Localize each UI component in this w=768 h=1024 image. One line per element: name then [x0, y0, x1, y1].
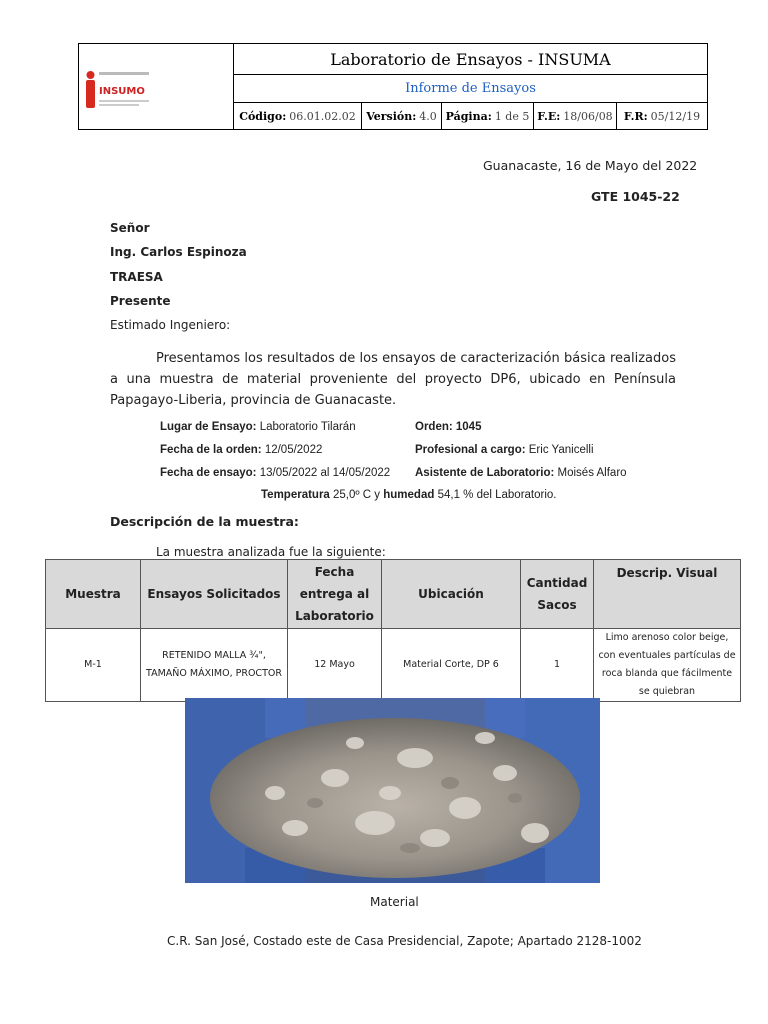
temperatura-label: Temperatura [261, 489, 330, 501]
table-row [46, 629, 741, 702]
col-ubicacion: Ubicación [382, 560, 521, 629]
fe-label: F.E: [537, 109, 561, 123]
codigo-label: Código: [239, 109, 287, 123]
material-photo [185, 698, 600, 883]
version-cell [362, 103, 442, 129]
fe-cell [534, 103, 617, 129]
lugar-ensayo [160, 421, 356, 433]
photo-caption: Material [370, 895, 419, 909]
table-header-row [46, 560, 741, 629]
asistente-label: Asistente de Laboratorio: [415, 467, 555, 479]
pagina-value: 1 de 5 [494, 109, 530, 123]
profesional-label: Profesional a cargo: [415, 444, 526, 456]
lugar-value: Laboratorio Tilarán [259, 421, 356, 433]
footer-address: C.R. San José, Costado este de Casa Presidencial, Zapote; Apartado 2128-1002 [167, 934, 642, 948]
temperatura-value: 25,0º C y [333, 489, 381, 501]
col-fecha-entrega: Fecha entrega al Laboratorio [288, 560, 382, 629]
report-subtitle: Informe de Ensayos [234, 75, 707, 103]
fe-value: 18/06/08 [563, 109, 613, 123]
recipient-company: TRAESA [110, 270, 163, 284]
intro-paragraph: Presentamos los resultados de los ensayos de caracterización básica realizados a una muestra de material proveniente del proyecto DP6, ubicado en Península Papagayo-Liberia, provincia de Guanacaste. [110, 351, 676, 408]
codigo-value: 06.01.02.02 [289, 109, 356, 123]
pagina-label: Página: [445, 109, 492, 123]
codigo-cell [234, 103, 362, 129]
document-meta-row [234, 103, 707, 129]
material-photo-graphic [185, 698, 600, 883]
col-descripcion: Descrip. Visual [594, 560, 741, 629]
letter-date: Guanacaste, 16 de Mayo del 2022 [483, 158, 698, 173]
asistente [415, 467, 627, 479]
fecha-orden [160, 444, 322, 456]
lugar-label: Lugar de Ensayo: [160, 421, 257, 433]
fr-cell [617, 103, 707, 129]
version-value: 4.0 [419, 109, 437, 123]
humedad-value: 54,1 % del Laboratorio. [437, 489, 557, 501]
version-label: Versión: [366, 109, 417, 123]
cell-descripcion: Limo arenoso color beige, con eventuales partículas de roca blanda que fácilmente se quiebran [594, 629, 741, 702]
profesional-value: Eric Yanicelli [528, 444, 594, 456]
fecha-ensayo-label: Fecha de ensayo: [160, 467, 257, 479]
insumo-logo [84, 70, 154, 110]
logo-cell [79, 44, 234, 129]
report-title: Laboratorio de Ensayos - INSUMA [234, 44, 707, 75]
fr-value: 05/12/19 [650, 109, 701, 123]
humedad-label: humedad [383, 489, 435, 501]
section-intro: La muestra analizada fue la siguiente: [156, 545, 386, 559]
presente-label: Presente [110, 294, 171, 308]
cell-ensayos: RETENIDO MALLA ¾", TAMAÑO MÁXIMO, PROCTOR [141, 629, 288, 702]
profesional [415, 444, 594, 456]
orden-label: Orden: 1045 [415, 421, 482, 433]
asistente-value: Moisés Alfaro [557, 467, 627, 479]
lab-conditions [261, 489, 557, 501]
sample-table [45, 559, 741, 702]
cell-cantidad: 1 [521, 629, 594, 702]
col-muestra: Muestra [46, 560, 141, 629]
salutation: Señor [110, 221, 150, 235]
fecha-orden-label: Fecha de la orden: [160, 444, 262, 456]
letter-reference: GTE 1045-22 [591, 189, 680, 204]
recipient-name: Ing. Carlos Espinoza [110, 245, 247, 259]
fecha-ensayo [160, 467, 390, 479]
fr-label: F.R: [623, 109, 648, 123]
greeting: Estimado Ingeniero: [110, 318, 231, 332]
document-header [78, 43, 708, 130]
col-cantidad: Cantidad Sacos [521, 560, 594, 629]
fecha-ensayo-value: 13/05/2022 al 14/05/2022 [259, 467, 391, 479]
orden [415, 421, 481, 433]
fecha-orden-value: 12/05/2022 [264, 444, 323, 456]
cell-fecha-entrega: 12 Mayo [288, 629, 382, 702]
col-ensayos: Ensayos Solicitados [141, 560, 288, 629]
logo-wordmark: INSUMO [99, 86, 145, 97]
cell-muestra: M-1 [46, 629, 141, 702]
pagina-cell [442, 103, 534, 129]
cell-ubicacion: Material Corte, DP 6 [382, 629, 521, 702]
section-title: Descripción de la muestra: [110, 514, 299, 529]
